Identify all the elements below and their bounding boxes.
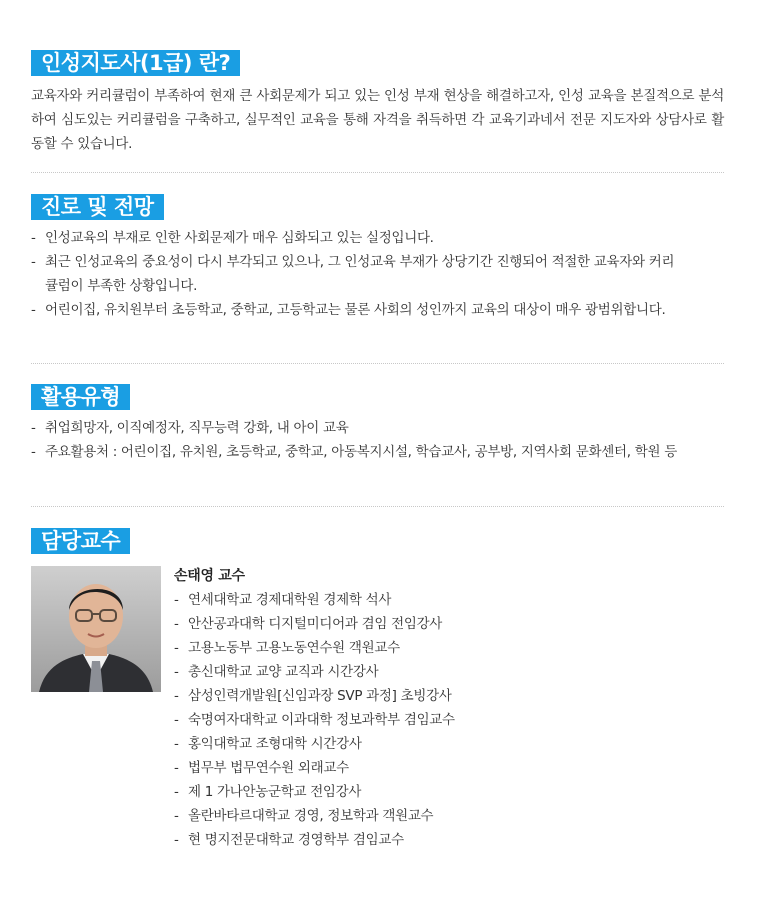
dash-marker: - [31,230,36,246]
usage-list [31,416,724,464]
professor-name: 손태영 교수 [174,568,245,584]
career-text: 현 명지전문대학교 경영학부 겸임교수 [188,832,404,848]
career-item [174,612,724,636]
career-item [174,684,724,708]
career-text: 홍익대학교 조형대학 시간강사 [188,736,362,752]
dash-marker: - [174,640,179,656]
list-item-text: 최근 인성교육의 중요성이 다시 부각되고 있으나, 그 인성교육 부재가 상당기간 진행되어 적절한 교육자와 커리큘럼이 부족한 상황입니다. [45,254,675,294]
professor-info [174,564,724,852]
list-item [31,250,724,298]
dash-marker: - [174,712,179,728]
list-item-text: 취업희망자, 이직예정자, 직무능력 강화, 내 아이 교육 [45,420,349,436]
section-divider [31,506,724,507]
list-item [31,226,724,250]
list-item-text: 어린이집, 유치원부터 초등학교, 중학교, 고등학교는 물론 사회의 성인까지 교육의 대상이 매우 광범위합니다. [45,302,666,318]
section-divider [31,363,724,364]
professor-profile [31,566,724,866]
dash-marker: - [174,760,179,776]
portrait-image [31,566,161,692]
dash-marker: - [174,664,179,680]
list-item-text: 인성교육의 부재로 인한 사회문제가 매우 심화되고 있는 실정입니다. [45,230,434,246]
career-item [174,588,724,612]
section-outlook [31,194,724,322]
dash-marker: - [174,616,179,632]
career-text: 안산공과대학 디지털미디어과 겸임 전임강사 [188,616,443,632]
career-text: 고용노동부 고용노동연수원 객원교수 [188,640,400,656]
intro-paragraph: 교육자와 커리큘럼이 부족하여 현재 큰 사회문제가 되고 있는 인성 부재 현상을 해결하고자, 인성 교육을 본질적으로 분석하여 심도있는 커리큘럼을 구축하고, 실무적인 교육을 통해 자격을 취득하면 각 교육기과네서 전문 지도자와 상담사로 활동할 수 있습니다. [31,88,724,152]
section-professor [31,528,724,866]
dash-marker: - [31,420,36,436]
career-text: 숙명여자대학교 이과대학 정보과학부 겸임교수 [188,712,455,728]
section-heading-usage: 활용유형 [31,384,130,410]
career-item [174,780,724,804]
section-divider [31,172,724,173]
dash-marker: - [174,736,179,752]
professor-photo [31,566,161,692]
career-item [174,804,724,828]
section-intro [31,50,724,156]
career-item [174,828,724,852]
career-text: 제 1 가나안농군학교 전임강사 [188,784,362,800]
list-item-text: 주요활용처 : 어린이집, 유치원, 초등학교, 중학교, 아동복지시설, 학습교사, 공부방, 지역사회 문화센터, 학원 등 [45,444,677,460]
dash-marker: - [31,444,36,460]
dash-marker: - [174,592,179,608]
career-list [174,588,724,852]
outlook-list [31,226,724,322]
section-heading-intro: 인성지도사(1급) 란? [31,50,240,76]
career-text: 연세대학교 경제대학원 경제학 석사 [188,592,392,608]
dash-marker: - [31,302,36,318]
career-text: 총신대학교 교양 교직과 시간강사 [188,664,379,680]
career-item [174,636,724,660]
career-item [174,732,724,756]
list-item [31,440,684,464]
dash-marker: - [174,784,179,800]
section-heading-outlook: 진로 및 전망 [31,194,164,220]
career-item [174,708,724,732]
section-usage [31,384,724,464]
dash-marker: - [174,832,179,848]
list-item [31,416,684,440]
section-heading-professor: 담당교수 [31,528,130,554]
career-item [174,756,724,780]
dash-marker: - [31,254,36,270]
list-item [31,298,724,322]
career-text: 법무부 법무연수원 외래교수 [188,760,349,776]
career-text: 삼성인력개발원[신임과장 SVP 과정] 초빙강사 [188,688,452,704]
dash-marker: - [174,808,179,824]
career-text: 올란바타르대학교 경영, 정보학과 객원교수 [188,808,434,824]
career-item [174,660,724,684]
dash-marker: - [174,688,179,704]
